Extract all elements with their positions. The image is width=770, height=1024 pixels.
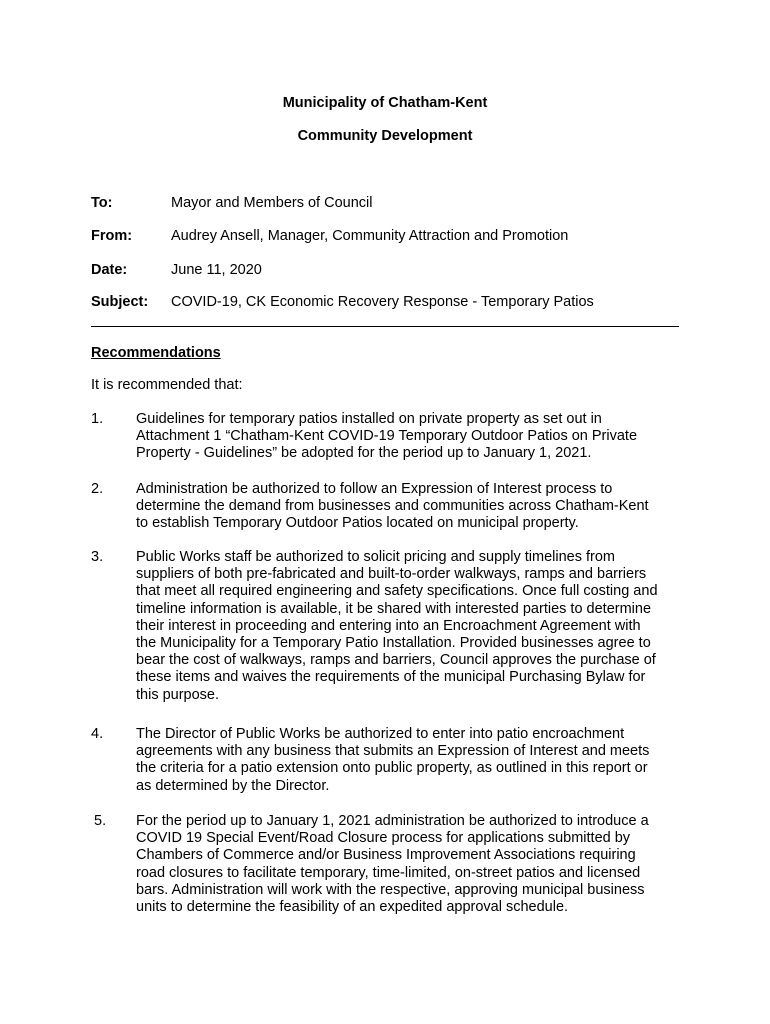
memo-subject-value: COVID-19, CK Economic Recovery Response - Temporary Patios bbox=[171, 294, 594, 310]
recommendation-line: determine the demand from businesses and communities across Chatham-Kent bbox=[136, 498, 649, 515]
recommendation-line: Administration be authorized to follow an Expression of Interest process to bbox=[136, 481, 613, 497]
memo-to-row bbox=[91, 195, 691, 215]
organization-title: Municipality of Chatham-Kent bbox=[282, 95, 488, 111]
recommendation-line: Property - Guidelines” be adopted for the period up to January 1, 2021. bbox=[136, 445, 592, 462]
recommendations-intro: It is recommended that: bbox=[91, 377, 243, 393]
recommendation-line: these items and waives the requirements of the municipal Purchasing Bylaw for bbox=[136, 669, 646, 686]
recommendation-text bbox=[136, 481, 684, 533]
memo-from-row bbox=[91, 228, 691, 248]
memo-subject-label: Subject: bbox=[91, 294, 149, 310]
recommendation-line: agreements with any business that submits an Expression of Interest and meets bbox=[136, 743, 650, 760]
recommendation-line: bear the cost of walkways, ramps and barriers, Council approves the purchase of bbox=[136, 652, 656, 669]
recommendation-line: timeline information is available, it be shared with interested parties to determine bbox=[136, 600, 652, 617]
recommendation-line: units to determine the feasibility of an expedited approval schedule. bbox=[136, 899, 569, 916]
recommendation-line: the criteria for a patio extension onto public property, as outlined in this report or bbox=[136, 760, 648, 777]
recommendation-line: this purpose. bbox=[136, 686, 220, 703]
memo-date-row bbox=[91, 262, 691, 282]
recommendation-line: road closures to facilitate temporary, time-limited, on-street patios and licensed bbox=[136, 864, 641, 881]
recommendation-line: Public Works staff be authorized to solicit pricing and supply timelines from bbox=[136, 549, 615, 565]
recommendation-number: 1. bbox=[91, 411, 104, 427]
recommendation-text bbox=[136, 726, 684, 795]
recommendation-text bbox=[136, 813, 684, 916]
header-divider bbox=[91, 326, 679, 327]
memo-date-label: Date: bbox=[91, 262, 128, 278]
recommendation-line: to establish Temporary Outdoor Patios located on municipal property. bbox=[136, 515, 579, 532]
recommendation-line: the Municipality for a Temporary Patio Installation. Provided businesses agree to bbox=[136, 635, 651, 652]
recommendation-number: 3. bbox=[91, 549, 104, 565]
memo-from-label: From: bbox=[91, 228, 133, 244]
recommendation-line: that meet all required engineering and safety specifications. Once full costing and bbox=[136, 583, 658, 600]
recommendation-line: suppliers of both pre-fabricated and built-to-order walkways, ramps and barriers bbox=[136, 566, 647, 583]
recommendation-line: For the period up to January 1, 2021 administration be authorized to introduce a bbox=[136, 813, 649, 829]
memo-from-value: Audrey Ansell, Manager, Community Attraction and Promotion bbox=[171, 228, 569, 244]
memo-subject-row bbox=[91, 294, 691, 314]
recommendation-line: as determined by the Director. bbox=[136, 777, 330, 794]
memo-date-value: June 11, 2020 bbox=[171, 262, 262, 278]
recommendation-number: 5. bbox=[94, 813, 107, 829]
recommendations-heading: Recommendations bbox=[91, 345, 221, 361]
memo-to-value: Mayor and Members of Council bbox=[171, 195, 373, 211]
recommendation-number: 4. bbox=[91, 726, 104, 742]
recommendation-line: The Director of Public Works be authorized to enter into patio encroachment bbox=[136, 726, 625, 742]
recommendation-number: 2. bbox=[91, 481, 104, 497]
recommendation-text bbox=[136, 411, 684, 463]
recommendation-line: Chambers of Commerce and/or Business Improvement Associations requiring bbox=[136, 847, 636, 864]
department-title: Community Development bbox=[297, 128, 473, 144]
memo-to-label: To: bbox=[91, 195, 113, 211]
recommendation-text bbox=[136, 549, 684, 704]
recommendation-line: bars. Administration will work with the respective, approving municipal business bbox=[136, 881, 645, 898]
recommendation-line: Guidelines for temporary patios installed on private property as set out in bbox=[136, 411, 602, 427]
recommendation-line: their interest in proceeding and entering into an Encroachment Agreement with bbox=[136, 617, 641, 634]
recommendation-line: Attachment 1 “Chatham-Kent COVID-19 Temporary Outdoor Patios on Private bbox=[136, 428, 638, 445]
recommendation-line: COVID 19 Special Event/Road Closure process for applications submitted by bbox=[136, 830, 631, 847]
